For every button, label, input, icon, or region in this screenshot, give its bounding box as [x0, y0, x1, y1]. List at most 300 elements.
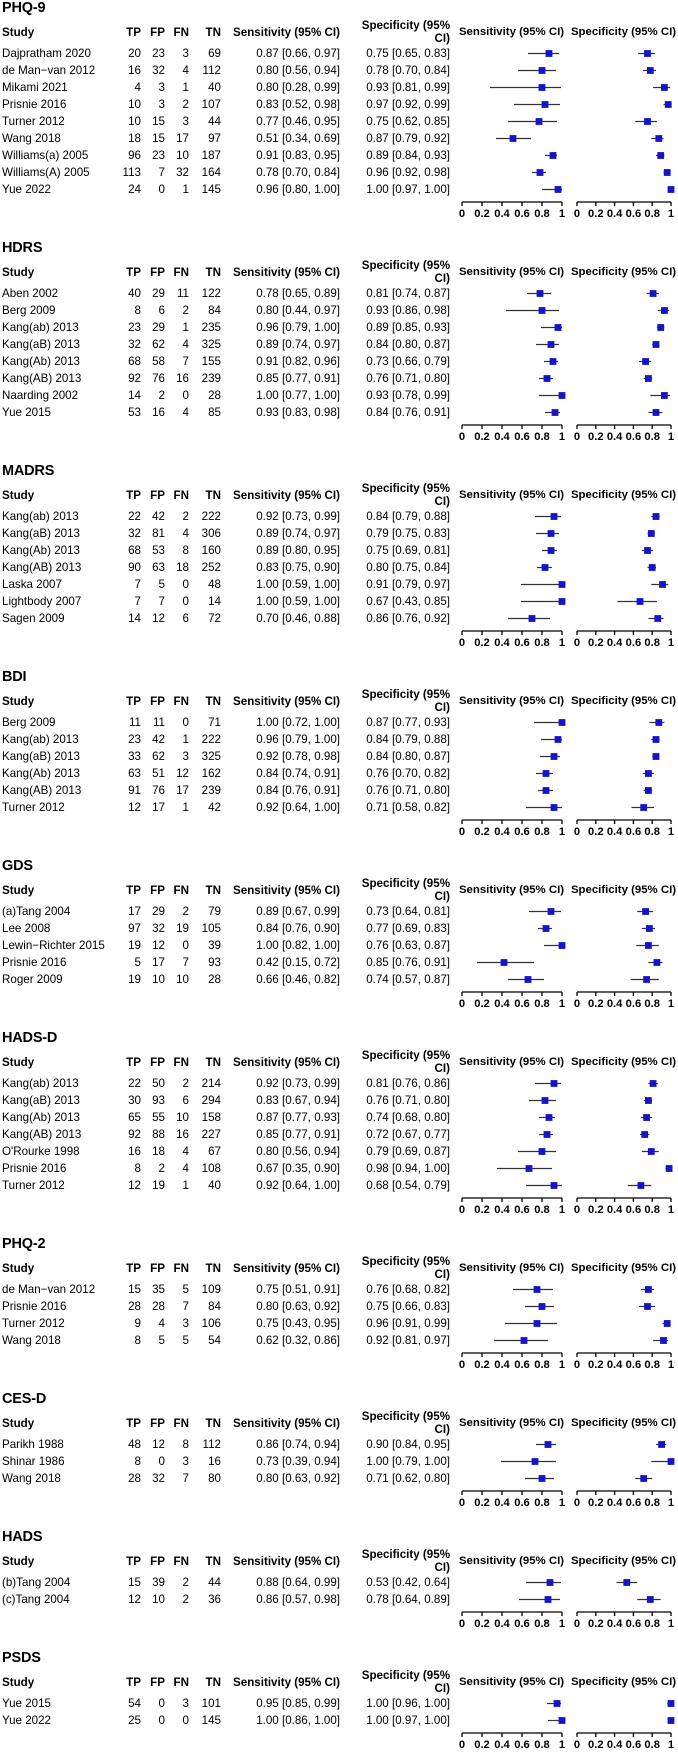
plot-specificity-row — [569, 45, 678, 62]
study-name: de Man−van 2012 — [2, 1283, 96, 1296]
plot-specificity-row — [569, 610, 678, 627]
axis-sensitivity — [454, 1487, 569, 1507]
table-row — [0, 954, 678, 971]
svg-text:1: 1 — [667, 1204, 675, 1216]
table-row — [0, 113, 678, 130]
svg-text:0.4: 0.4 — [494, 1359, 510, 1371]
axis-specificity — [569, 1487, 678, 1507]
svg-text:0.8: 0.8 — [534, 208, 550, 220]
svg-text:0.2: 0.2 — [474, 1739, 490, 1751]
column-header-fp: FP — [150, 1416, 165, 1430]
study-name: Sagen 2009 — [2, 612, 65, 625]
plot-specificity-row — [569, 1332, 678, 1349]
cell-tn: 112 — [202, 1438, 221, 1451]
cell-sensitivity-ci: 0.84 [0.74, 0.91] — [256, 767, 340, 780]
plot-sensitivity-row — [454, 147, 569, 164]
svg-text:0.6: 0.6 — [625, 1497, 642, 1509]
plot-header-specificity: Specificity (95% CI) — [570, 1676, 677, 1688]
column-header-fp: FP — [150, 883, 165, 897]
svg-text:0: 0 — [573, 431, 581, 443]
cell-sensitivity-ci: 0.89 [0.74, 0.97] — [256, 338, 340, 351]
study-name: Wang 2018 — [2, 1334, 61, 1347]
column-header-specificity: Specificity (95% CI) — [361, 1548, 450, 1574]
svg-text:0.8: 0.8 — [644, 1497, 660, 1509]
cell-fn: 2 — [182, 1593, 189, 1606]
plot-specificity-row — [569, 576, 678, 593]
table-row — [0, 1453, 678, 1470]
column-header-fp: FP — [150, 1554, 165, 1568]
cell-fp: 55 — [152, 1111, 165, 1124]
plot-sensitivity-row — [454, 508, 569, 525]
cell-sensitivity-ci: 0.86 [0.57, 0.98] — [256, 1593, 340, 1606]
table-header-row — [0, 877, 678, 903]
axis-row — [0, 421, 678, 441]
plot-sensitivity-row — [454, 1143, 569, 1160]
cell-fn: 3 — [182, 750, 189, 763]
plot-sensitivity-row — [454, 731, 569, 748]
cell-fn: 8 — [182, 1438, 189, 1451]
study-name: Kang(Ab) 2013 — [2, 767, 80, 780]
table-row — [0, 96, 678, 113]
cell-sensitivity-ci: 0.83 [0.52, 0.98] — [256, 98, 340, 111]
svg-text:0: 0 — [458, 1204, 466, 1216]
section-phq-2 — [0, 1236, 678, 1391]
cell-fn: 3 — [182, 1455, 189, 1468]
column-header-fp: FP — [150, 1055, 165, 1069]
cell-fp: 5 — [158, 1334, 165, 1347]
cell-tp: 25 — [128, 1714, 141, 1727]
column-header-sensitivity: Sensitivity (95% CI) — [233, 1261, 340, 1275]
axis-spacer — [0, 1487, 454, 1507]
svg-text:0.6: 0.6 — [625, 998, 642, 1010]
study-name: Parikh 1988 — [2, 1438, 64, 1451]
column-header-study: Study — [2, 1055, 35, 1069]
plot-sensitivity-row — [454, 748, 569, 765]
axis-specificity — [569, 1194, 678, 1214]
cell-tn: 239 — [201, 784, 221, 797]
study-name: Yue 2022 — [2, 1714, 52, 1727]
plot-sensitivity-row — [454, 404, 569, 421]
svg-text:0.6: 0.6 — [514, 1497, 530, 1509]
cell-tn: 67 — [208, 1145, 221, 1158]
cell-tp: 23 — [128, 321, 141, 334]
cell-tp: 32 — [128, 527, 141, 540]
table-row — [0, 387, 678, 404]
axis-sensitivity — [454, 198, 569, 218]
cell-specificity-ci: 0.76 [0.68, 0.82] — [366, 1283, 450, 1296]
section-title: GDS — [2, 858, 33, 874]
plot-sensitivity-row — [454, 1109, 569, 1126]
plot-specificity-row — [569, 1281, 678, 1298]
plot-header-sensitivity: Sensitivity (95% CI) — [458, 1417, 565, 1429]
column-header-tp: TP — [126, 265, 141, 279]
svg-text:0.2: 0.2 — [588, 826, 604, 838]
plot-sensitivity-row — [454, 164, 569, 181]
plot-specificity-row — [569, 130, 678, 147]
study-name: Kang(aB) 2013 — [2, 1094, 80, 1107]
cell-fp: 63 — [152, 561, 165, 574]
study-name: Kang(ab) 2013 — [2, 733, 79, 746]
cell-tn: 36 — [208, 1593, 221, 1606]
plot-header-specificity: Specificity (95% CI) — [570, 489, 677, 501]
table-row — [0, 370, 678, 387]
plot-sensitivity-row — [454, 130, 569, 147]
plot-sensitivity-row — [454, 1315, 569, 1332]
plot-specificity-row — [569, 387, 678, 404]
cell-tp: 16 — [128, 1145, 141, 1158]
plot-specificity-row — [569, 1092, 678, 1109]
plot-header-sensitivity: Sensitivity (95% CI) — [458, 26, 565, 38]
plot-sensitivity-row — [454, 1332, 569, 1349]
cell-fp: 10 — [152, 973, 165, 986]
svg-text:1: 1 — [558, 208, 566, 220]
column-header-tn: TN — [205, 1554, 221, 1568]
cell-tp: 16 — [128, 64, 141, 77]
plot-sensitivity-row — [454, 542, 569, 559]
column-header-tn: TN — [205, 1261, 221, 1275]
svg-text:0.8: 0.8 — [644, 826, 660, 838]
svg-text:0.4: 0.4 — [606, 1204, 623, 1216]
plot-sensitivity-row — [454, 971, 569, 988]
table-row — [0, 1092, 678, 1109]
cell-fp: 29 — [152, 905, 165, 918]
cell-fn: 1 — [182, 801, 189, 814]
cell-sensitivity-ci: 0.80 [0.56, 0.94] — [256, 64, 340, 77]
cell-tp: 5 — [134, 956, 141, 969]
cell-specificity-ci: 0.75 [0.66, 0.83] — [366, 1300, 450, 1313]
plot-specificity-row — [569, 113, 678, 130]
cell-sensitivity-ci: 0.85 [0.77, 0.91] — [256, 372, 340, 385]
cell-specificity-ci: 0.98 [0.94, 1.00] — [366, 1162, 450, 1175]
table-row — [0, 79, 678, 96]
column-header-specificity: Specificity (95% CI) — [361, 19, 450, 45]
cell-sensitivity-ci: 0.78 [0.70, 0.84] — [256, 166, 340, 179]
cell-tp: 12 — [128, 1593, 141, 1606]
cell-tn: 112 — [202, 64, 221, 77]
cell-sensitivity-ci: 0.88 [0.64, 0.99] — [256, 1576, 340, 1589]
cell-tp: 32 — [128, 338, 141, 351]
table-header-row — [0, 482, 678, 508]
table-row — [0, 1436, 678, 1453]
plot-header-specificity: Specificity (95% CI) — [570, 1417, 677, 1429]
cell-specificity-ci: 0.75 [0.65, 0.83] — [366, 47, 450, 60]
axis-sensitivity — [454, 816, 569, 836]
cell-tn: 40 — [208, 81, 221, 94]
cell-fp: 7 — [158, 166, 165, 179]
table-row — [0, 1695, 678, 1712]
cell-specificity-ci: 0.91 [0.79, 0.97] — [366, 578, 450, 591]
cell-specificity-ci: 0.84 [0.80, 0.87] — [366, 750, 450, 763]
cell-tn: 252 — [201, 561, 221, 574]
forest-table — [0, 1410, 678, 1507]
table-row — [0, 971, 678, 988]
column-header-specificity: Specificity (95% CI) — [361, 877, 450, 903]
svg-text:1: 1 — [667, 1739, 675, 1751]
plot-specificity-row — [569, 799, 678, 816]
cell-tn: 214 — [201, 1077, 221, 1090]
axis-specificity — [569, 1729, 678, 1749]
cell-tp: 23 — [128, 733, 141, 746]
cell-fn: 0 — [182, 716, 189, 729]
axis-spacer — [0, 816, 454, 836]
cell-specificity-ci: 1.00 [0.96, 1.00] — [366, 1697, 450, 1710]
study-name: Turner 2012 — [2, 115, 65, 128]
axis-row — [0, 1729, 678, 1749]
cell-fp: 7 — [158, 595, 165, 608]
cell-tn: 325 — [201, 750, 221, 763]
plot-sensitivity-row — [454, 302, 569, 319]
cell-fp: 15 — [152, 132, 165, 145]
column-header-fn: FN — [173, 1554, 189, 1568]
cell-sensitivity-ci: 0.92 [0.78, 0.98] — [256, 750, 340, 763]
cell-specificity-ci: 0.75 [0.62, 0.85] — [366, 115, 450, 128]
cell-fp: 29 — [152, 321, 165, 334]
plot-sensitivity-row — [454, 370, 569, 387]
cell-specificity-ci: 0.72 [0.67, 0.77] — [366, 1128, 450, 1141]
cell-fn: 3 — [182, 1317, 189, 1330]
column-header-sensitivity: Sensitivity (95% CI) — [233, 1416, 340, 1430]
plot-specificity-row — [569, 79, 678, 96]
plot-sensitivity-row — [454, 1281, 569, 1298]
plot-specificity-row — [569, 1160, 678, 1177]
cell-specificity-ci: 0.93 [0.78, 0.99] — [366, 389, 450, 402]
svg-text:1: 1 — [558, 998, 566, 1010]
cell-fn: 0 — [182, 939, 189, 952]
cell-sensitivity-ci: 0.92 [0.64, 1.00] — [256, 1179, 340, 1192]
cell-fp: 28 — [152, 1300, 165, 1313]
cell-fp: 23 — [152, 47, 165, 60]
study-name: de Man−van 2012 — [2, 64, 96, 77]
cell-sensitivity-ci: 0.91 [0.82, 0.96] — [256, 355, 340, 368]
forest-table — [0, 1255, 678, 1369]
plot-specificity-row — [569, 1315, 678, 1332]
section-spacer — [0, 1214, 678, 1236]
cell-specificity-ci: 0.76 [0.71, 0.80] — [366, 372, 450, 385]
cell-specificity-ci: 0.90 [0.84, 0.95] — [366, 1438, 450, 1451]
cell-fn: 16 — [176, 1128, 189, 1141]
cell-tp: 68 — [128, 544, 141, 557]
plot-sensitivity-row — [454, 1092, 569, 1109]
table-row — [0, 1177, 678, 1194]
cell-fp: 29 — [152, 287, 165, 300]
cell-fp: 58 — [152, 355, 165, 368]
study-name: Aben 2002 — [2, 287, 59, 300]
plot-sensitivity-row — [454, 937, 569, 954]
plot-specificity-row — [569, 765, 678, 782]
cell-tp: 4 — [134, 81, 141, 94]
column-header-fn: FN — [173, 1416, 189, 1430]
cell-specificity-ci: 0.79 [0.75, 0.83] — [366, 527, 450, 540]
cell-tp: 8 — [134, 1455, 141, 1468]
axis-specificity — [569, 627, 678, 647]
cell-tn: 294 — [201, 1094, 221, 1107]
svg-text:0.8: 0.8 — [534, 431, 550, 443]
cell-fp: 62 — [152, 338, 165, 351]
plot-specificity-row — [569, 1712, 678, 1729]
svg-text:0: 0 — [573, 637, 581, 649]
cell-sensitivity-ci: 0.84 [0.76, 0.91] — [256, 784, 340, 797]
axis-specificity — [569, 816, 678, 836]
cell-tp: 10 — [128, 98, 141, 111]
cell-tp: 96 — [128, 149, 141, 162]
cell-fn: 0 — [182, 389, 189, 402]
svg-text:0.2: 0.2 — [474, 431, 490, 443]
cell-fp: 53 — [152, 544, 165, 557]
plot-sensitivity-row — [454, 765, 569, 782]
plot-header-specificity: Specificity (95% CI) — [570, 1056, 677, 1068]
column-header-tp: TP — [126, 1261, 141, 1275]
column-header-specificity: Specificity (95% CI) — [361, 1255, 450, 1281]
plot-specificity-row — [569, 164, 678, 181]
cell-tn: 145 — [201, 1714, 221, 1727]
cell-sensitivity-ci: 0.92 [0.73, 0.99] — [256, 510, 340, 523]
column-header-tp: TP — [126, 25, 141, 39]
study-name: Laska 2007 — [2, 578, 62, 591]
plot-specificity-row — [569, 319, 678, 336]
cell-tn: 106 — [201, 1317, 221, 1330]
plot-header-specificity: Specificity (95% CI) — [570, 695, 677, 707]
axis-spacer — [0, 1729, 454, 1749]
cell-sensitivity-ci: 0.80 [0.63, 0.92] — [256, 1472, 340, 1485]
forest-table — [0, 1049, 678, 1214]
svg-text:0: 0 — [458, 637, 466, 649]
svg-text:0.4: 0.4 — [494, 998, 510, 1010]
column-header-tn: TN — [205, 488, 221, 502]
svg-text:0: 0 — [573, 1497, 581, 1509]
table-row — [0, 782, 678, 799]
svg-text:0.8: 0.8 — [644, 431, 660, 443]
section-title: BDI — [2, 669, 27, 685]
cell-sensitivity-ci: 0.73 [0.39, 0.94] — [256, 1455, 340, 1468]
section-bdi — [0, 669, 678, 858]
cell-tn: 84 — [208, 304, 221, 317]
plot-specificity-row — [569, 1695, 678, 1712]
svg-text:0.8: 0.8 — [534, 1497, 550, 1509]
column-header-study: Study — [2, 1416, 35, 1430]
cell-fn: 4 — [182, 1145, 189, 1158]
cell-tn: 40 — [208, 1179, 221, 1192]
cell-tp: 92 — [128, 1128, 141, 1141]
plot-sensitivity-row — [454, 1470, 569, 1487]
cell-sensitivity-ci: 0.95 [0.85, 0.99] — [256, 1697, 340, 1710]
cell-tp: 18 — [128, 132, 141, 145]
cell-fn: 0 — [182, 578, 189, 591]
study-name: Prisnie 2016 — [2, 1162, 67, 1175]
section-title: PHQ-2 — [2, 1236, 46, 1252]
cell-sensitivity-ci: 0.92 [0.64, 1.00] — [256, 801, 340, 814]
column-header-specificity: Specificity (95% CI) — [361, 1049, 450, 1075]
table-row — [0, 1075, 678, 1092]
cell-tn: 162 — [201, 767, 221, 780]
cell-fp: 17 — [152, 956, 165, 969]
plot-sensitivity-row — [454, 1075, 569, 1092]
plot-specificity-row — [569, 1126, 678, 1143]
cell-tp: 97 — [128, 922, 141, 935]
axis-sensitivity — [454, 988, 569, 1008]
cell-tn: 107 — [201, 98, 221, 111]
plot-specificity-row — [569, 508, 678, 525]
plot-specificity-row — [569, 302, 678, 319]
axis-spacer — [0, 627, 454, 647]
column-header-study: Study — [2, 25, 35, 39]
cell-sensitivity-ci: 0.83 [0.75, 0.90] — [256, 561, 340, 574]
cell-fn: 12 — [176, 767, 189, 780]
cell-fn: 32 — [176, 166, 189, 179]
plot-sensitivity-row — [454, 1695, 569, 1712]
svg-text:0: 0 — [458, 1618, 466, 1630]
cell-fp: 4 — [158, 1317, 165, 1330]
plot-specificity-row — [569, 1453, 678, 1470]
column-header-study: Study — [2, 1554, 35, 1568]
cell-specificity-ci: 0.73 [0.66, 0.79] — [366, 355, 450, 368]
cell-fp: 32 — [152, 922, 165, 935]
section-title: HDRS — [2, 240, 43, 256]
cell-specificity-ci: 0.71 [0.58, 0.82] — [366, 801, 450, 814]
plot-sensitivity-row — [454, 79, 569, 96]
svg-text:1: 1 — [667, 1359, 675, 1371]
cell-fn: 1 — [182, 321, 189, 334]
svg-text:0.6: 0.6 — [514, 208, 530, 220]
svg-text:1: 1 — [667, 826, 675, 838]
table-header-row — [0, 1548, 678, 1574]
plot-specificity-row — [569, 404, 678, 421]
cell-fn: 10 — [176, 149, 189, 162]
cell-fn: 7 — [182, 1300, 189, 1313]
cell-fp: 88 — [152, 1128, 165, 1141]
table-row — [0, 576, 678, 593]
cell-specificity-ci: 0.93 [0.86, 0.98] — [366, 304, 450, 317]
svg-text:0.6: 0.6 — [625, 1618, 642, 1630]
svg-text:0.6: 0.6 — [625, 208, 642, 220]
cell-fn: 1 — [182, 1179, 189, 1192]
cell-tn: 28 — [208, 389, 221, 402]
section-psds — [0, 1650, 678, 1757]
cell-specificity-ci: 1.00 [0.97, 1.00] — [366, 183, 450, 196]
cell-specificity-ci: 0.67 [0.43, 0.85] — [366, 595, 450, 608]
cell-fp: 81 — [152, 527, 165, 540]
cell-tp: 19 — [128, 939, 141, 952]
axis-specificity — [569, 988, 678, 1008]
svg-text:0.8: 0.8 — [534, 1204, 550, 1216]
svg-text:0.8: 0.8 — [534, 1618, 550, 1630]
axis-row — [0, 1349, 678, 1369]
cell-fp: 93 — [152, 1094, 165, 1107]
cell-specificity-ci: 0.53 [0.42, 0.64] — [366, 1576, 450, 1589]
column-header-study: Study — [2, 883, 35, 897]
cell-fp: 39 — [152, 1576, 165, 1589]
svg-text:0.2: 0.2 — [474, 637, 490, 649]
cell-specificity-ci: 0.97 [0.92, 0.99] — [366, 98, 450, 111]
plot-specificity-row — [569, 714, 678, 731]
svg-text:1: 1 — [558, 826, 566, 838]
table-row — [0, 302, 678, 319]
plot-specificity-row — [569, 559, 678, 576]
plot-sensitivity-row — [454, 319, 569, 336]
cell-fn: 10 — [176, 1111, 189, 1124]
svg-text:0.2: 0.2 — [588, 1618, 604, 1630]
svg-text:0.2: 0.2 — [474, 208, 490, 220]
cell-fn: 10 — [176, 973, 189, 986]
svg-text:0: 0 — [573, 1618, 581, 1630]
column-header-fn: FN — [173, 1055, 189, 1069]
axis-spacer — [0, 1349, 454, 1369]
cell-fp: 12 — [152, 1438, 165, 1451]
svg-text:0.2: 0.2 — [588, 1497, 604, 1509]
table-row — [0, 1712, 678, 1729]
column-header-fn: FN — [173, 1675, 189, 1689]
cell-sensitivity-ci: 0.75 [0.43, 0.95] — [256, 1317, 340, 1330]
plot-specificity-row — [569, 1177, 678, 1194]
